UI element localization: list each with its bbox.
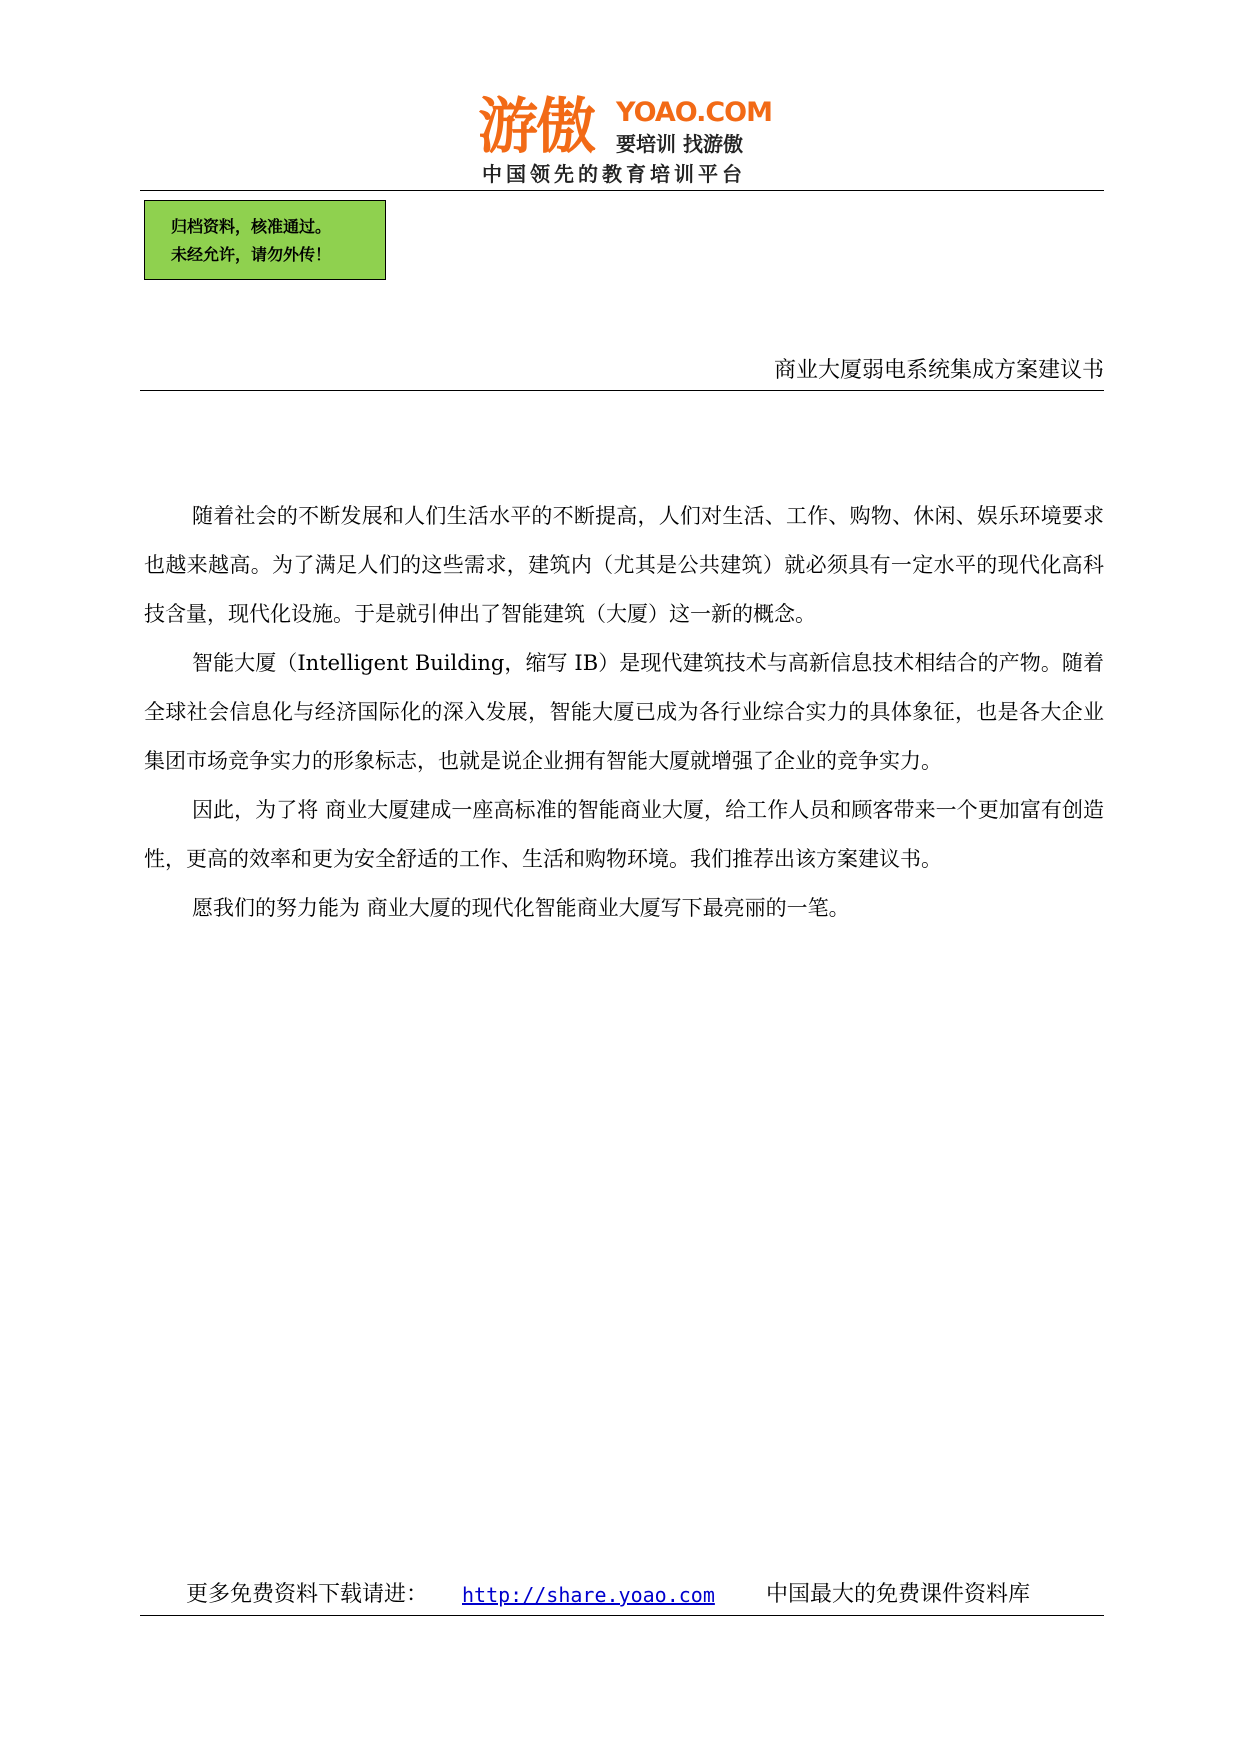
paragraph: 随着社会的不断发展和人们生活水平的不断提高，人们对生活、工作、购物、休闲、娱乐环境要求也越来越高。为了满足人们的这些需求，建筑内（尤其是公共建筑）就必须具有一定水平的现代化高科技含量，现代化设施。于是就引伸出了智能建筑（大厦）这一新的概念。 (144, 504, 1104, 626)
footer-library-text: 中国最大的免费课件资料库 (766, 1582, 1031, 1607)
top-divider (140, 190, 1104, 191)
logo-tagline: 中国领先的教育培训平台 (482, 162, 746, 186)
logo-wordmark: 游傲 (478, 92, 594, 162)
paragraph: 智能大厦（Intelligent Building，缩写 IB）是现代建筑技术与高新信息技术相结合的产物。随着全球社会信息化与经济国际化的深入发展，智能大厦已成为各行业综合实力的具体象征，也是各大企业集团市场竞争实力的形象标志，也就是说企业拥有智能大厦就增强了企业的竞争实力。 (144, 651, 1104, 773)
header-divider (140, 390, 1104, 391)
stamp-line-2: 未经允许，请勿外传！ (171, 245, 332, 264)
paragraph: 愿我们的努力能为 商业大厦的现代化智能商业大厦写下最亮丽的一笔。 (192, 896, 850, 920)
archive-stamp (144, 200, 386, 280)
stamp-line-1: 归档资料，核准通过。 (171, 217, 332, 236)
footer-download-text: 更多免费资料下载请进： (186, 1582, 429, 1607)
logo-slogan: 要培训 找游傲 (616, 132, 743, 156)
footer-share-link[interactable]: http://share.yoao.com (462, 1583, 715, 1607)
footer-divider (140, 1615, 1104, 1616)
yoao-logo (478, 92, 772, 188)
document-header-title: 商业大厦弱电系统集成方案建议书 (773, 358, 1104, 383)
logo-domain: YOAO.COM (616, 97, 772, 128)
document-body (144, 492, 1104, 933)
paragraph: 因此，为了将 商业大厦建成一座高标准的智能商业大厦，给工作人员和顾客带来一个更加富有创造性，更高的效率和更为安全舒适的工作、生活和购物环境。我们推荐出该方案建议书。 (144, 798, 1104, 871)
